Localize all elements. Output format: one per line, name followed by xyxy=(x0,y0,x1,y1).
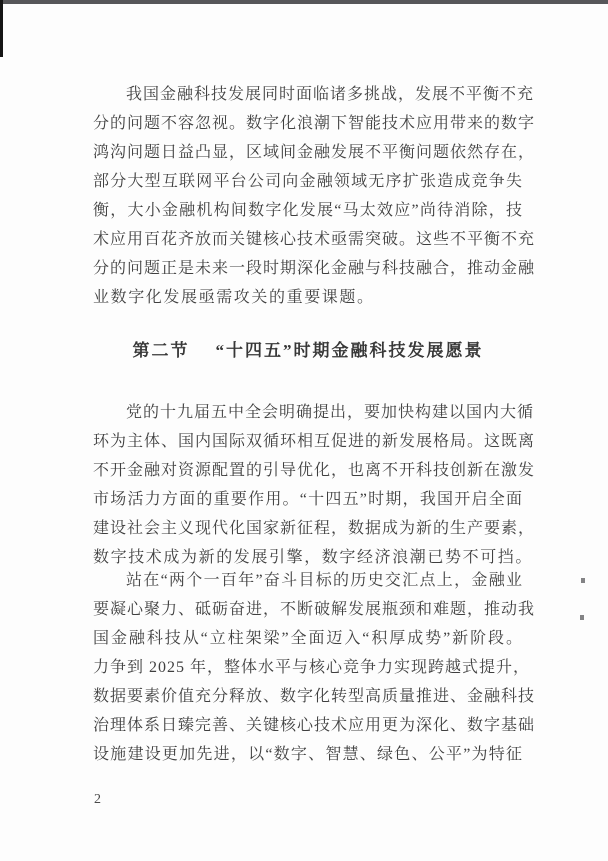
scan-top-edge-bar xyxy=(0,0,608,4)
text-line: 站在“两个一百年”奋斗目标的历史交汇点上，金融业 xyxy=(126,572,523,589)
section-title: “十四五”时期金融科技发展愿景 xyxy=(215,341,484,360)
text-line: 设施建设更加先进，以“数字、智慧、绿色、公平”为特征 xyxy=(93,746,523,763)
text-line: 治理体系日臻完善、关键核心技术应用更为深化、数字基础 xyxy=(93,717,536,734)
text-line: 党的十九届五中全会明确提出，要加快构建以国内大循 xyxy=(126,404,535,421)
text-line: 衡，大小金融机构间数字化发展“马太效应”尚待消除，技 xyxy=(93,202,523,219)
section-number: 第二节 xyxy=(132,341,190,360)
text-line: 国金融科技从“立柱架梁”全面迈入“积厚成势”新阶段。 xyxy=(93,630,523,647)
text-line: 业数字化发展亟需攻关的重要课题。 xyxy=(93,289,375,306)
text-line: 环为主体、国内国际双循环相互促进的新发展格局。这既离 xyxy=(93,433,536,450)
scan-speck xyxy=(581,578,585,583)
text-line: 建设社会主义现代化国家新征程，数据成为新的生产要素， xyxy=(93,520,536,537)
scan-left-edge-mark xyxy=(0,0,3,57)
paragraph-challenges xyxy=(93,80,536,312)
text-line: 要凝心聚力、砥砺奋进，不断破解发展瓶颈和难题，推动我 xyxy=(93,601,536,618)
text-line: 力争到 2025 年，整体水平与核心竞争力实现跨越式提升， xyxy=(93,659,531,676)
scan-speck xyxy=(580,615,584,620)
text-line: 市场活力方面的重要作用。“十四五”时期，我国开启全面 xyxy=(93,491,523,508)
page-number: 2 xyxy=(94,792,102,807)
text-line: 鸿沟问题日益凸显，区域间金融发展不平衡问题依然存在， xyxy=(93,144,536,161)
section-heading xyxy=(93,336,523,365)
paragraph-vision-intro xyxy=(93,398,536,572)
paragraph-goals-2025 xyxy=(93,566,536,769)
text-line: 数字技术成为新的发展引擎，数字经济浪潮已势不可挡。 xyxy=(93,549,534,566)
text-line: 数据要素价值充分释放、数字化转型高质量推进、金融科技 xyxy=(93,688,536,705)
text-line: 术应用百花齐放而关键核心技术亟需突破。这些不平衡不充 xyxy=(93,231,536,248)
text-line: 不开金融对资源配置的引导优化，也离不开科技创新在激发 xyxy=(93,462,536,479)
text-line: 分的问题正是未来一段时期深化金融与科技融合，推动金融 xyxy=(93,260,536,277)
text-line: 我国金融科技发展同时面临诸多挑战，发展不平衡不充 xyxy=(126,86,535,103)
text-line: 部分大型互联网平台公司向金融领域无序扩张造成竞争失 xyxy=(93,173,523,190)
text-line: 分的问题不容忽视。数字化浪潮下智能技术应用带来的数字 xyxy=(93,115,536,132)
